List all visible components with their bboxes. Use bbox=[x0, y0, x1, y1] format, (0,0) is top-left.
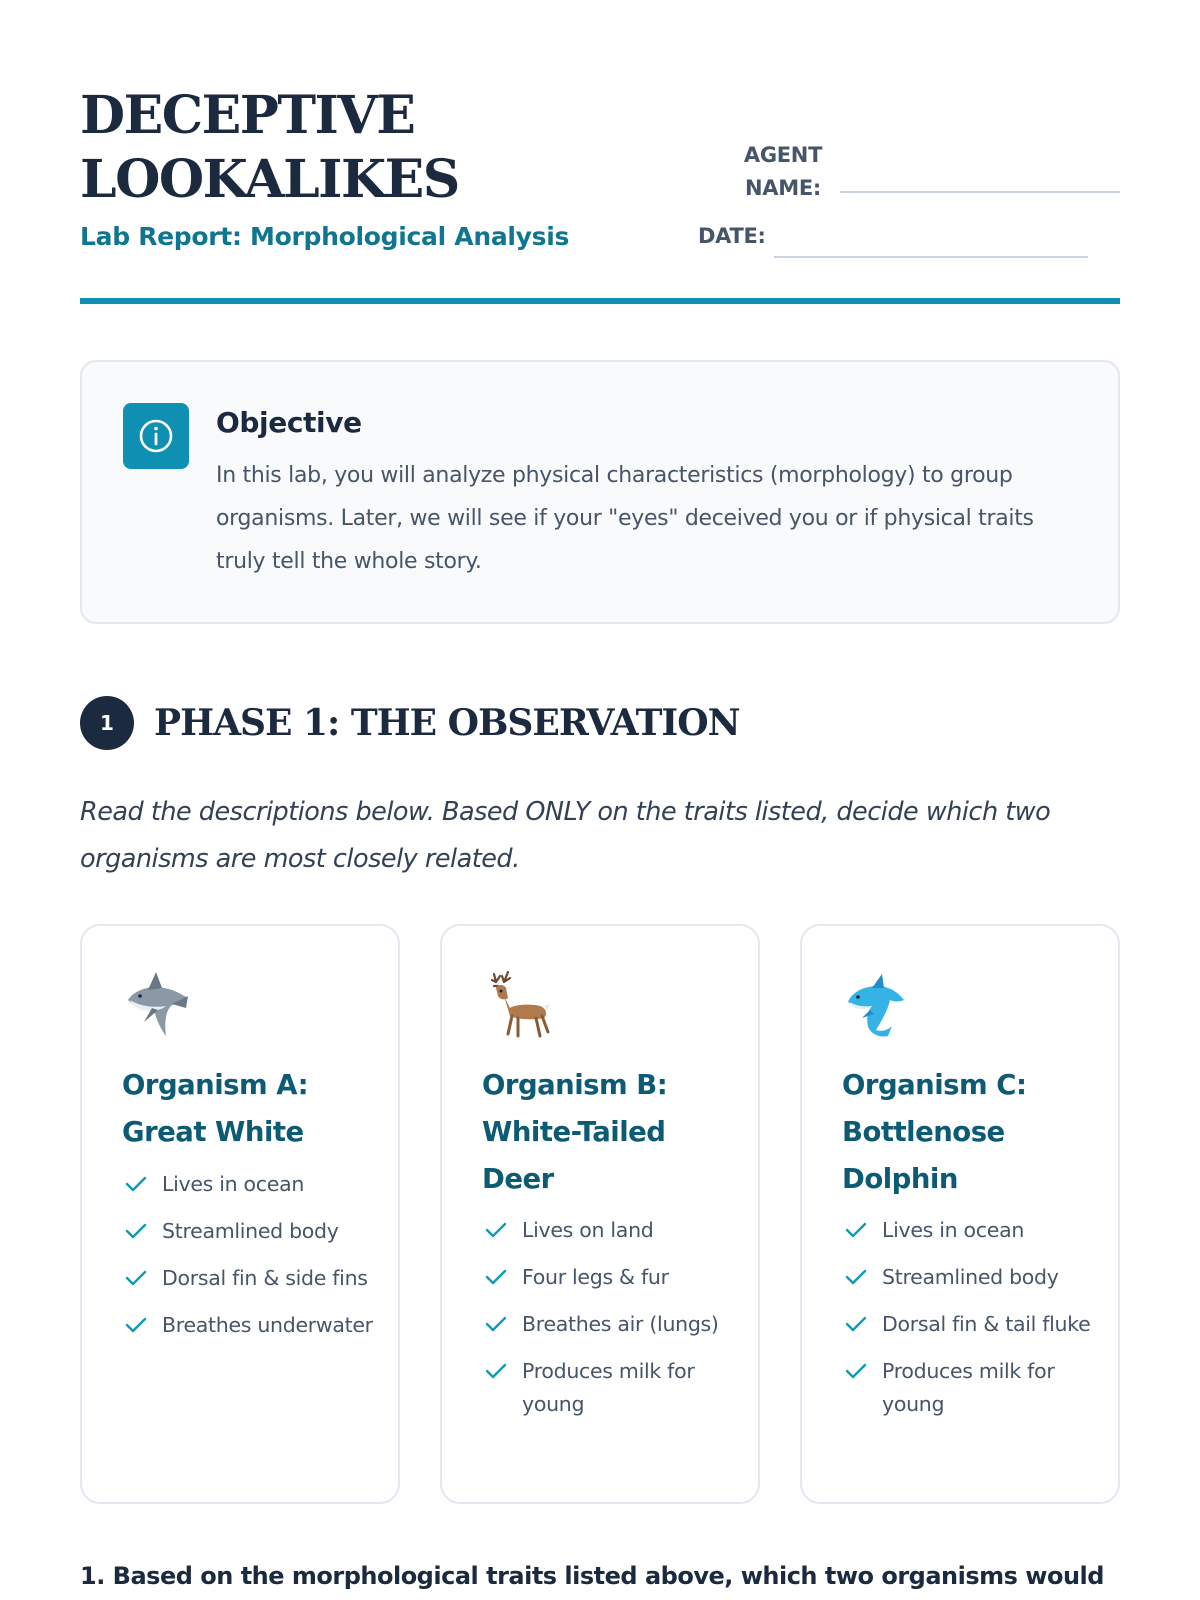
trait-text: Four legs & fur bbox=[522, 1265, 669, 1289]
objective-title: Objective bbox=[216, 406, 362, 439]
trait-item bbox=[482, 1214, 742, 1247]
trait-item bbox=[482, 1261, 742, 1294]
trait-item bbox=[842, 1261, 1102, 1294]
lab-report-page bbox=[80, 0, 1120, 1600]
trait-text: Lives in ocean bbox=[162, 1172, 305, 1196]
info-icon bbox=[123, 403, 189, 469]
organism-title-line-3: Dolphin bbox=[842, 1163, 958, 1195]
organism-title bbox=[842, 1062, 1092, 1203]
date-label: DATE: bbox=[698, 224, 766, 248]
organism-title-line-3: Deer bbox=[482, 1163, 554, 1195]
agent-name-field[interactable] bbox=[840, 191, 1120, 193]
objective-text: In this lab, you will analyze physical characteristics (morphology) to group organisms. Later, we will see if your "eyes" deceived you or if physical traits truly tell the whole story. bbox=[216, 463, 1034, 574]
trait-item bbox=[842, 1308, 1102, 1341]
check-icon bbox=[124, 1266, 148, 1290]
check-icon bbox=[484, 1265, 508, 1289]
trait-text: Produces milk for young bbox=[522, 1359, 695, 1416]
organism-title-line-1: Organism B: bbox=[482, 1069, 668, 1101]
trait-text: Streamlined body bbox=[162, 1219, 339, 1243]
phase-instructions: Read the descriptions below. Based ONLY on the traits listed, decide which two organisms are most closely related. bbox=[80, 797, 1051, 874]
agent-label-line-1: AGENT bbox=[743, 143, 823, 167]
title-line-1: DECEPTIVE bbox=[80, 85, 415, 146]
page-subtitle: Lab Report: Morphological Analysis bbox=[80, 222, 570, 251]
check-icon bbox=[844, 1359, 868, 1383]
trait-text: Streamlined body bbox=[882, 1265, 1059, 1289]
check-icon bbox=[484, 1359, 508, 1383]
trait-item bbox=[122, 1262, 382, 1295]
organism-title-line-1: Organism C: bbox=[842, 1069, 1027, 1101]
trait-item bbox=[842, 1214, 1102, 1247]
trait-text: Lives in ocean bbox=[882, 1218, 1025, 1242]
trait-text: Produces milk for young bbox=[882, 1359, 1055, 1416]
trait-list bbox=[482, 1214, 742, 1435]
organism-title-line-2: White-Tailed bbox=[482, 1116, 666, 1148]
trait-text: Breathes air (lungs) bbox=[522, 1312, 719, 1336]
page-title bbox=[80, 84, 600, 212]
deer-icon bbox=[482, 966, 556, 1040]
trait-text: Lives on land bbox=[522, 1218, 654, 1242]
trait-list bbox=[122, 1168, 382, 1356]
trait-list bbox=[842, 1214, 1102, 1435]
agent-name-label bbox=[738, 139, 828, 205]
date-field[interactable] bbox=[774, 256, 1088, 258]
organism-title-line-2: Great White bbox=[122, 1116, 304, 1148]
check-icon bbox=[124, 1313, 148, 1337]
check-icon bbox=[844, 1312, 868, 1336]
trait-item bbox=[842, 1355, 1102, 1421]
header-divider bbox=[80, 298, 1120, 304]
organism-card-c bbox=[800, 924, 1120, 1504]
phase-number-badge: 1 bbox=[80, 696, 134, 750]
agent-label-line-2: NAME: bbox=[745, 176, 821, 200]
dolphin-icon bbox=[842, 966, 916, 1040]
check-icon bbox=[124, 1219, 148, 1243]
trait-text: Dorsal fin & side fins bbox=[162, 1266, 368, 1290]
check-icon bbox=[484, 1218, 508, 1242]
organism-title bbox=[122, 1062, 372, 1156]
trait-item bbox=[122, 1168, 382, 1201]
question-1: 1. Based on the morphological traits listed above, which two organisms would bbox=[80, 1562, 1104, 1590]
phase-title: PHASE 1: THE OBSERVATION bbox=[154, 702, 740, 744]
organism-title bbox=[482, 1062, 732, 1203]
organism-title-line-1: Organism A: bbox=[122, 1069, 309, 1101]
trait-item bbox=[122, 1215, 382, 1248]
shark-icon bbox=[122, 966, 196, 1040]
title-line-2: LOOKALIKES bbox=[80, 149, 459, 210]
trait-text: Dorsal fin & tail fluke bbox=[882, 1312, 1091, 1336]
trait-text: Breathes underwater bbox=[162, 1313, 373, 1337]
organism-card-a bbox=[80, 924, 400, 1504]
objective-box bbox=[80, 360, 1120, 624]
check-icon bbox=[124, 1172, 148, 1196]
organism-title-line-2: Bottlenose bbox=[842, 1116, 1005, 1148]
organism-card-b bbox=[440, 924, 760, 1504]
check-icon bbox=[844, 1218, 868, 1242]
check-icon bbox=[484, 1312, 508, 1336]
trait-item bbox=[482, 1355, 742, 1421]
check-icon bbox=[844, 1265, 868, 1289]
trait-item bbox=[122, 1309, 382, 1342]
trait-item bbox=[482, 1308, 742, 1341]
